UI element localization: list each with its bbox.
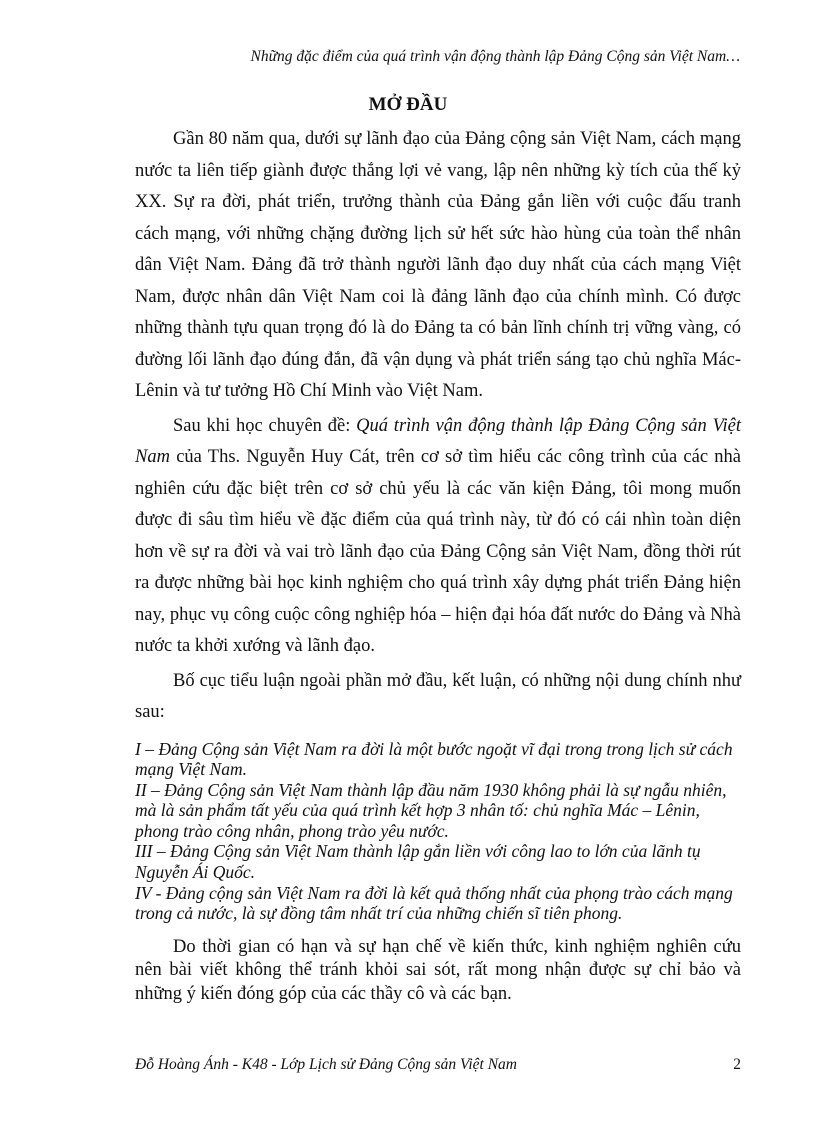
- page-footer: [135, 1055, 741, 1075]
- outline-item-4: IV - Đảng cộng sản Việt Nam ra đời là kết quả thống nhất của phọng trào cách mạng trong cả nước, là sự đồng tâm nhất trí của những chiến sĩ tiên phong.: [135, 882, 733, 924]
- page-number: 2: [733, 1056, 741, 1073]
- outline-list: [135, 739, 741, 924]
- section-title: MỞ ĐẦU: [368, 94, 448, 115]
- paragraph-structure: Bố cục tiểu luận ngoài phần mở đầu, kết luận, có những nội dung chính như sau:: [135, 670, 741, 722]
- topic-details: của Ths. Nguyễn Huy Cát, trên cơ sở tìm hiểu các công trình của các nhà nghiên cứu đặc biệt trên cơ sở chủ yếu là các văn kiện Đảng, tôi mong muốn được đi sâu tìm hiểu về đặc điểm của quá trình này, từ đó có cái nhìn toàn diện hơn về sự ra đời và vai trò lãnh đạo của Đảng Cộng sản Việt Nam, đồng thời rút ra được những bài học kinh nghiệm cho quá trình xây dựng phát triển Đảng hiện nay, phục vụ công cuộc công nghiệp hóa – hiện đại hóa đất nước do Đảng và Nhà nước ta khởi xướng và lãnh đạo.: [135, 447, 741, 656]
- footer-author: Đỗ Hoàng Ánh - K48 - Lớp Lịch sử Đảng Cộng sản Việt Nam: [135, 1056, 517, 1073]
- body-text: [135, 124, 741, 1006]
- topic-lead-in: Sau khi học chuyên đề:: [173, 415, 357, 436]
- running-header: Những đặc điểm của quá trình vận động thành lập Đảng Cộng sản Việt Nam…: [250, 48, 740, 65]
- outline-item-2: II – Đảng Cộng sản Việt Nam thành lập đầu năm 1930 không phải là sự ngẫu nhiên, mà là sản phẩm tất yếu của quá trình kết hợp 3 nhân tố: chủ nghĩa Mác – Lênin, phong trào công nhân, phong trào yêu nước.: [135, 779, 727, 841]
- topic-title: Quá trình vận động thành lập Đảng Cộng sản Việt Nam: [135, 415, 742, 467]
- outline-item-1: I – Đảng Cộng sản Việt Nam ra đời là một bước ngoặt vĩ đại trong trong lịch sử cách mạng Việt Nam.: [135, 738, 733, 780]
- paragraph-topic: [135, 411, 741, 663]
- outline-item-3: III – Đảng Cộng sản Việt Nam thành lập gắn liền với công lao to lớn của lãnh tụ Nguyễn Ái Quốc.: [135, 841, 701, 883]
- paragraph-closing: Do thời gian có hạn và sự hạn chế về kiến thức, kinh nghiệm nghiên cứu nên bài viết không thể tránh khỏi sai sót, rất mong nhận được sự chỉ bảo và những ý kiến đóng góp của các thầy cô và các bạn.: [135, 936, 741, 1004]
- paragraph-intro: Gần 80 năm qua, dưới sự lãnh đạo của Đảng cộng sản Việt Nam, cách mạng nước ta liên tiếp giành được thắng lợi vẻ vang, lập nên những kỳ tích của thế kỷ XX. Sự ra đời, phát triển, trưởng thành của Đảng gắn liền với cuộc đấu tranh cách mạng, với những chặng đường lịch sử hết sức hào hùng của toàn thể nhân dân Việt Nam. Đảng đã trở thành người lãnh đạo duy nhất của cách mạng Việt Nam, được nhân dân Việt Nam coi là đảng lãnh đạo của chính mình. Có được những thành tựu quan trọng đó là do Đảng ta có bản lĩnh chính trị vững vàng, có đường lối lãnh đạo đúng đắn, đã vận dụng và phát triển sáng tạo chủ nghĩa Mác- Lênin và tư tưởng Hồ Chí Minh vào Việt Nam.: [135, 129, 741, 401]
